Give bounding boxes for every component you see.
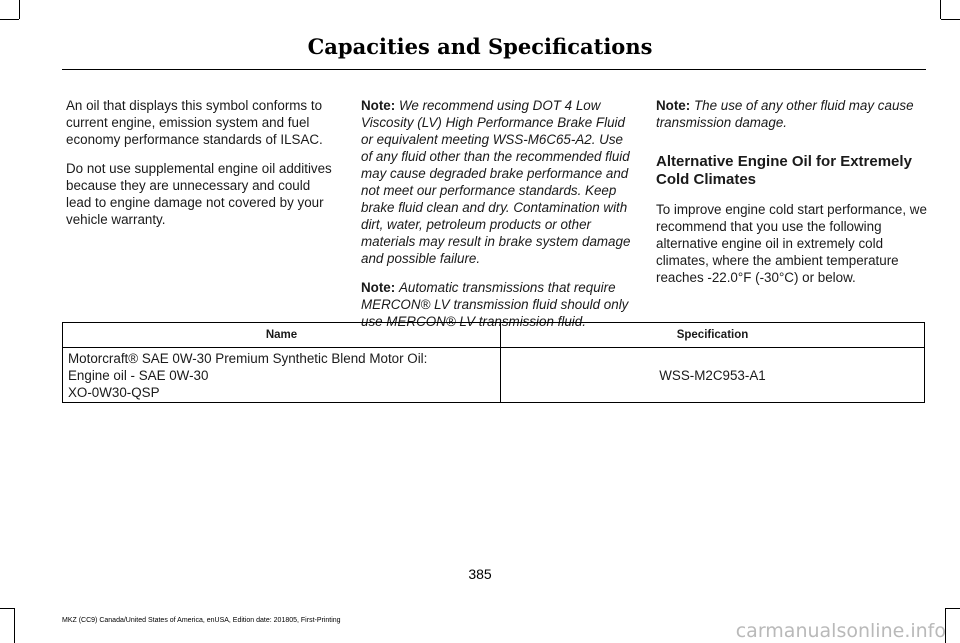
paragraph: To improve engine cold start performance, we recommend that you use the following alternative engine oil in extremely cold climates, where the ambient temperature reaches -22.0°F (-30°C) or below. [656,202,927,285]
page-title: Capacities and Specifications [307,34,653,59]
crop-mark [0,19,19,20]
header-divider [62,69,926,70]
note-label: Note: [361,280,396,295]
footer-edition-text: MKZ (CC9) Canada/United States of America, enUSA, Edition date: 201805, First-Printing [62,617,341,624]
paragraph: An oil that displays this symbol conforms to current engine, emission system and fuel economy performance standards of ILSAC. [66,98,323,147]
name-line: XO-0W30-QSP [68,384,160,400]
note-text: Automatic transmissions that require MERCON® LV transmission fluid should only use MERCON® LV transmission fluid. [361,280,629,329]
watermark: carmanualsonline.info [735,620,946,642]
column-1 [66,97,338,240]
note-label: Note: [656,98,691,113]
crop-mark [941,19,960,20]
crop-mark [940,0,941,19]
paragraph: Do not use supplemental engine oil additives because they are unnecessary and could lead to engine damage not covered by your vehicle warranty. [66,161,332,227]
table-header-row [63,323,925,348]
column-header-specification: Specification [501,323,925,348]
name-line: Motorcraft® SAE 0W-30 Premium Synthetic Blend Motor Oil: [68,350,428,366]
note-label: Note: [361,98,396,113]
note-text: We recommend using DOT 4 Low Viscosity (LV) High Performance Brake Fluid or equivalent meeting WSS-M6C65-A2. Use of any fluid other than the recommended fluid may cause degraded brake performance and not meet our performance standards. Keep brake fluid clean and dry. Contamination with dirt, water, petroleum products or other materials may result in brake system damage and possible failure. [361,98,631,266]
note-text: The use of any other fluid may cause transmission damage. [656,98,914,130]
spec-table [62,322,925,403]
crop-mark [945,608,960,609]
name-cell [63,348,501,403]
name-line: Engine oil - SAE 0W-30 [68,367,209,383]
column-header-name: Name [63,323,501,348]
column-2 [361,97,633,342]
note [361,97,633,267]
table-row [63,348,925,403]
crop-mark [19,0,20,19]
crop-mark [14,608,15,643]
crop-mark [0,608,14,609]
note [656,97,928,131]
section-heading: Alternative Engine Oil for Extremely Cold Climates [656,153,912,188]
page-number: 385 [468,566,492,582]
specification-cell: WSS-M2C953-A1 [501,348,925,403]
column-3 [656,97,928,298]
